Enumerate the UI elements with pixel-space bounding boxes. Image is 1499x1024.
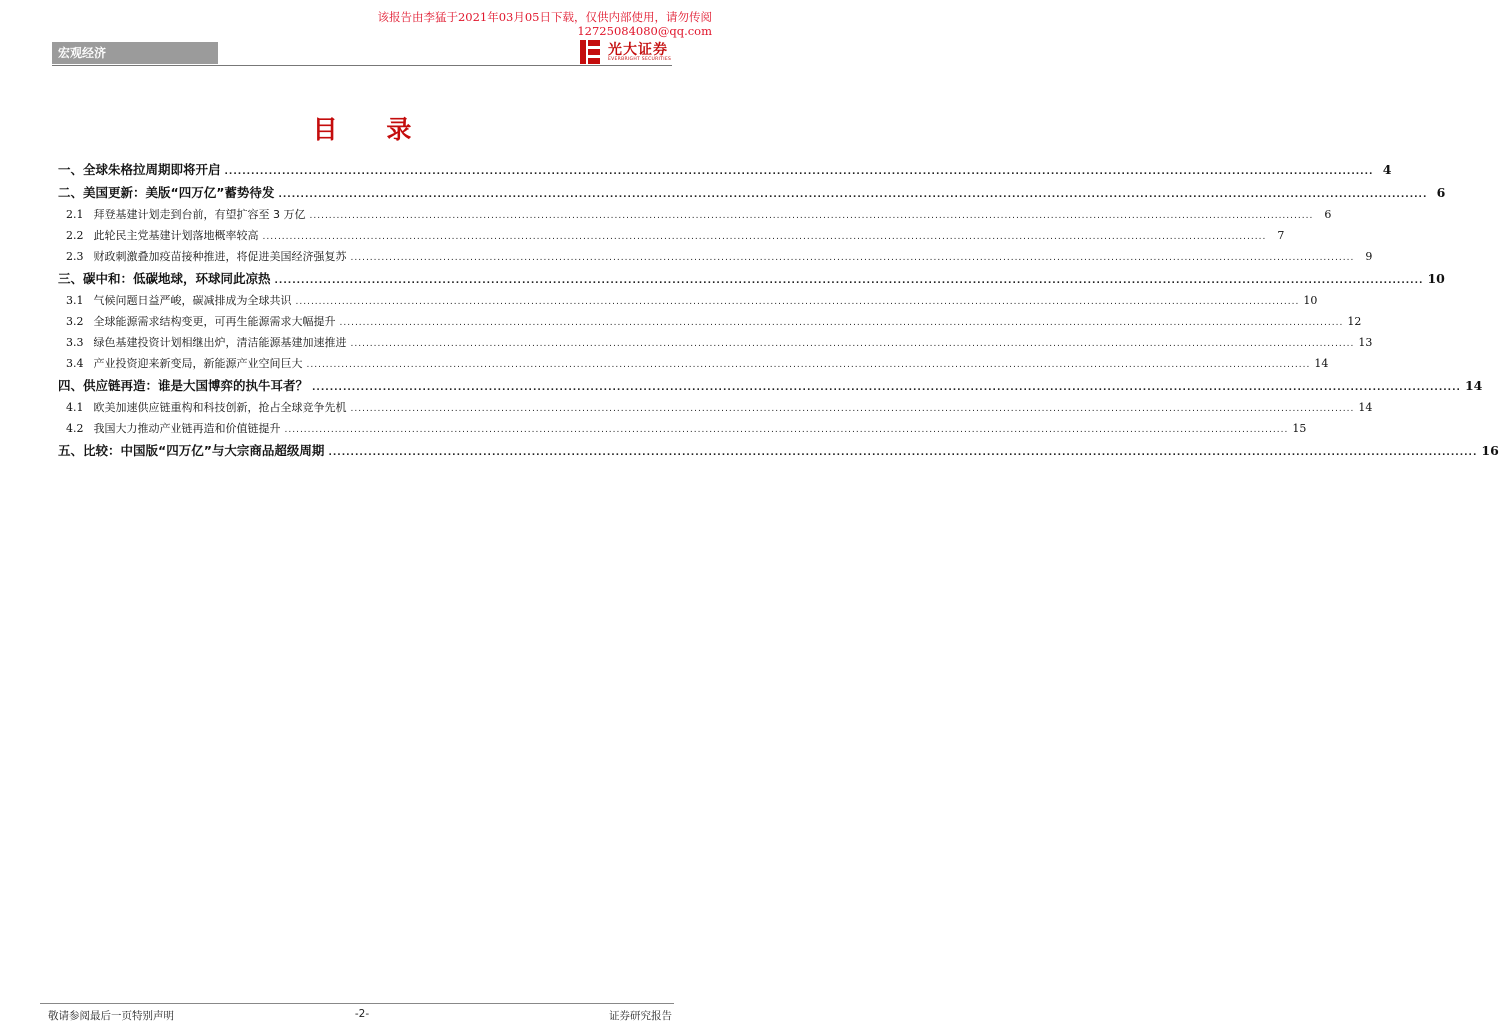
toc-entry-page: 9 — [1365, 250, 1373, 263]
toc-entry-title: 全球能源需求结构变更，可再生能源需求大幅提升 — [93, 315, 336, 328]
footer-page-number: -2- — [354, 1008, 370, 1020]
download-watermark — [377, 10, 712, 38]
toc-leader-dots: .................................................................................................................................................................................................................................................................... — [339, 318, 1344, 328]
toc-entry-page: 6 — [1436, 185, 1446, 200]
toc-leader-dots: .................................................................................................................................................................................................................................................................... — [295, 297, 1300, 307]
toc-leader-dots: .................................................................................................................................................................................................................................................................... — [274, 276, 1424, 286]
toc-leader-dots: .................................................................................................................................................................................................................................................................... — [350, 253, 1355, 263]
toc-entry-page: 10 — [1303, 294, 1318, 307]
toc-entry-number: 3.1 — [66, 294, 84, 307]
toc-entry-number: 3.2 — [66, 315, 84, 328]
toc-section-row[interactable] — [58, 353, 1329, 374]
toc-entry-title: 二、美国更新：美版“四万亿”蓄势待发 — [58, 185, 275, 200]
toc-entry-number: 2.1 — [66, 208, 84, 221]
toc-chapter-row[interactable] — [58, 267, 1445, 290]
toc-leader-dots: .................................................................................................................................................................................................................................................................... — [350, 404, 1355, 414]
footer-divider — [40, 1003, 674, 1004]
brand-logo — [578, 38, 674, 68]
header-divider — [52, 65, 672, 66]
toc-chapter-row[interactable] — [58, 181, 1446, 204]
watermark-line-2: 12725084080@qq.com — [577, 24, 712, 38]
toc-entry-number: 2.2 — [66, 229, 84, 242]
toc-chapter-row[interactable] — [58, 158, 1392, 181]
toc-leader-dots: .................................................................................................................................................................................................................................................................... — [224, 167, 1374, 177]
toc-entry-page: 13 — [1358, 336, 1373, 349]
toc-leader-dots: .................................................................................................................................................................................................................................................................... — [312, 383, 1461, 393]
toc-entry-number: 2.3 — [66, 250, 84, 263]
brand-name: 光大证券 — [608, 42, 668, 58]
toc-leader-dots: .................................................................................................................................................................................................................................................................... — [306, 360, 1311, 370]
toc-entry-title: 我国大力推动产业链再造和价值链提升 — [93, 422, 281, 435]
toc-section-row[interactable] — [58, 246, 1373, 267]
toc-entry-page: 14 — [1314, 357, 1329, 370]
brand-subtitle: EVERBRIGHT SECURITIES — [608, 57, 672, 62]
toc-chapter-row[interactable] — [58, 374, 1483, 397]
toc-leader-dots: .................................................................................................................................................................................................................................................................... — [350, 339, 1355, 349]
toc-entry-title: 四、供应链再造：谁是大国博弈的执牛耳者？ — [58, 378, 309, 393]
toc-section-row[interactable] — [58, 418, 1307, 439]
toc-entry-page: 15 — [1292, 422, 1307, 435]
toc-entry-number: 4.1 — [66, 401, 84, 414]
toc-entry-page: 12 — [1347, 315, 1362, 328]
toc-entry-title: 绿色基建投资计划相继出炉，清洁能源基建加速推进 — [93, 336, 347, 349]
toc-entry-page: 7 — [1277, 229, 1285, 242]
toc-leader-dots: .................................................................................................................................................................................................................................................................... — [262, 232, 1267, 242]
toc-entry-number: 3.3 — [66, 336, 84, 349]
toc-entry-title: 一、全球朱格拉周期即将开启 — [58, 162, 221, 177]
toc-entry-number: 3.4 — [66, 357, 84, 370]
toc-title: 目 录 — [312, 115, 432, 144]
toc-section-row[interactable] — [58, 332, 1373, 353]
toc-entry-page: 10 — [1427, 271, 1445, 286]
toc-entry-title: 三、碳中和：低碳地球，环球同此凉热 — [58, 271, 271, 286]
toc-entry-title: 此轮民主党基建计划落地概率较高 — [93, 229, 259, 242]
toc-entry-title: 财政刺激叠加疫苗接种推进，将促进美国经济强复苏 — [93, 250, 347, 263]
toc-entry-title: 五、比较：中国版“四万亿”与大宗商品超级周期 — [58, 443, 325, 458]
toc-entry-page: 4 — [1382, 162, 1392, 177]
footer-report-type: 证券研究报告 — [609, 1010, 672, 1022]
toc-chapter-row[interactable] — [58, 439, 1499, 462]
toc-entry-page: 14 — [1358, 401, 1373, 414]
toc-section-row[interactable] — [58, 311, 1362, 332]
toc-entry-page: 14 — [1464, 378, 1483, 393]
toc-entry-page: 6 — [1324, 208, 1332, 221]
footer-disclaimer: 敬请参阅最后一页特别声明 — [48, 1010, 174, 1022]
toc-entry-title: 欧美加速供应链重构和科技创新，抢占全球竞争先机 — [93, 401, 347, 414]
toc-section-row[interactable] — [58, 397, 1373, 418]
toc-section-row[interactable] — [58, 225, 1285, 246]
table-of-contents — [58, 158, 1499, 462]
toc-entry-title: 气候问题日益严峻，碳减排成为全球共识 — [93, 294, 292, 307]
toc-leader-dots: .................................................................................................................................................................................................................................................................... — [278, 190, 1428, 200]
toc-leader-dots: .................................................................................................................................................................................................................................................................... — [284, 425, 1289, 435]
toc-leader-dots: .................................................................................................................................................................................................................................................................... — [309, 211, 1314, 221]
section-tag: 宏观经济 — [52, 42, 218, 64]
watermark-line-1: 该报告由李猛于2021年03月05日下载，仅供内部使用，请勿传阅 — [377, 10, 712, 24]
everbright-logo-icon — [578, 39, 602, 65]
toc-section-row[interactable] — [58, 290, 1318, 311]
toc-entry-title: 产业投资迎来新变局，新能源产业空间巨大 — [93, 357, 303, 370]
toc-entry-title: 拜登基建计划走到台前，有望扩容至 3 万亿 — [93, 208, 306, 221]
toc-leader-dots: .................................................................................................................................................................................................................................................................... — [328, 448, 1478, 458]
toc-entry-page: 16 — [1481, 443, 1499, 458]
toc-entry-number: 4.2 — [66, 422, 84, 435]
toc-section-row[interactable] — [58, 204, 1332, 225]
